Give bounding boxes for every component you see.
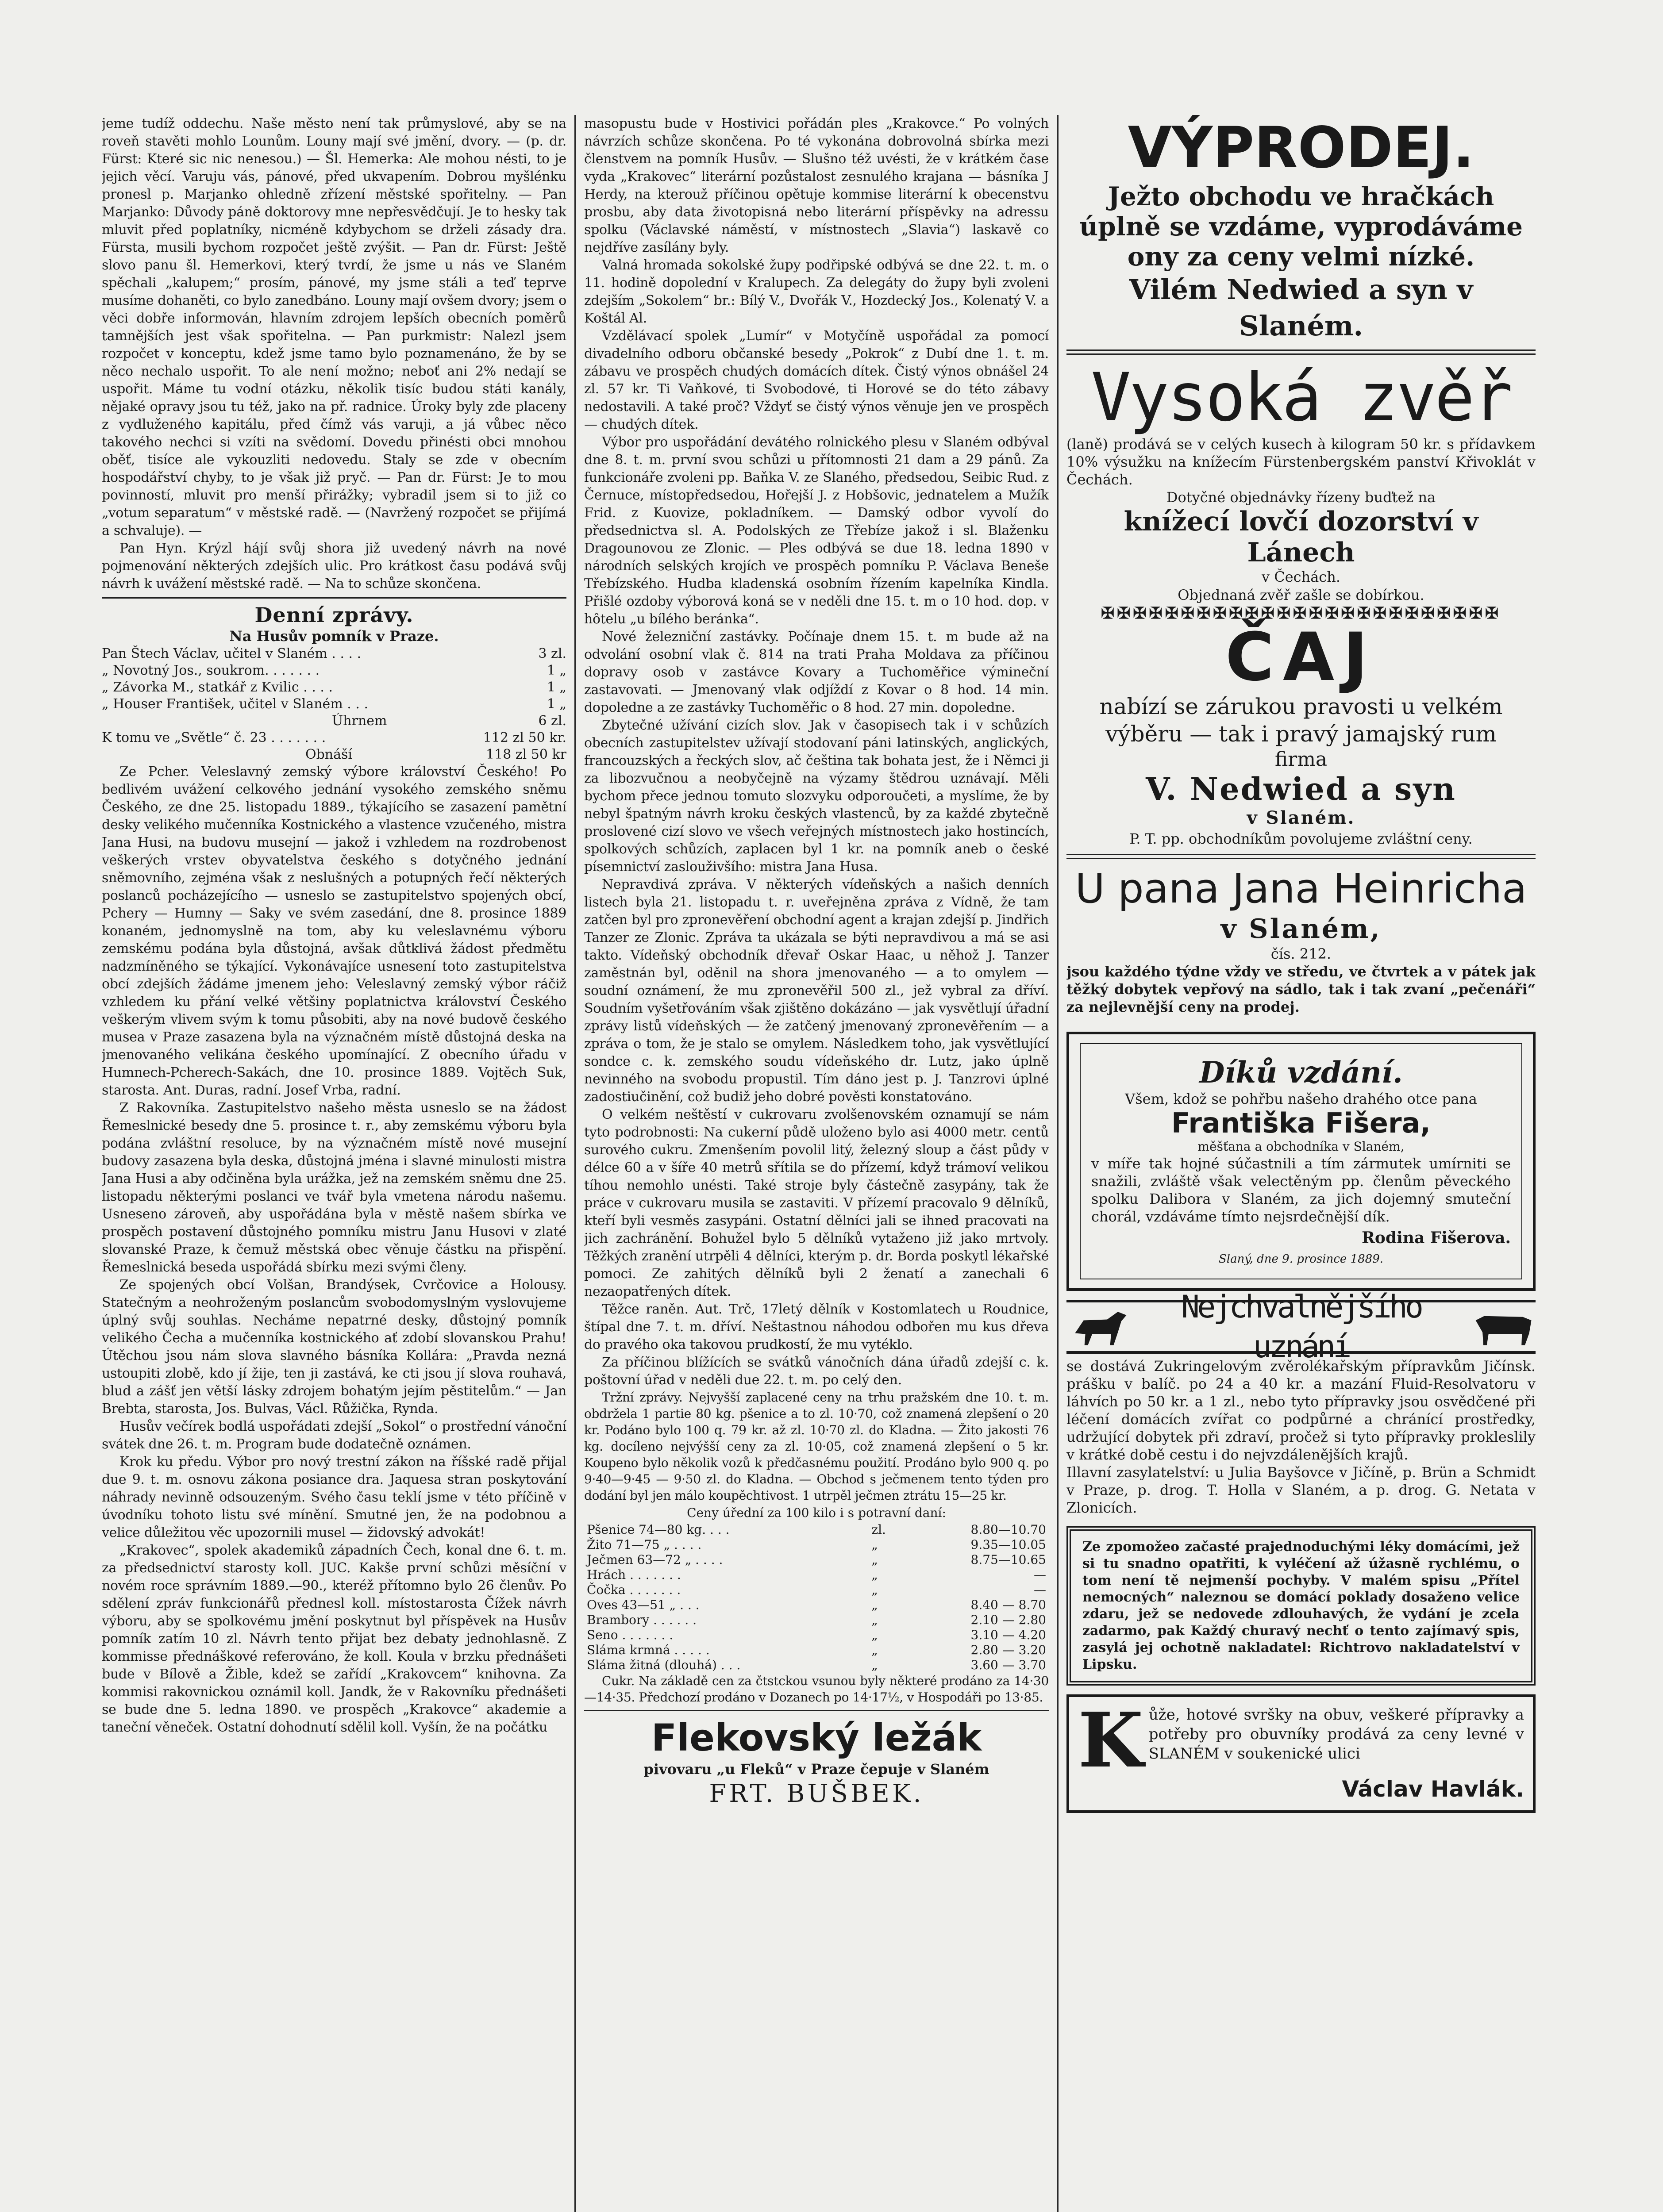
ad-town: v Slaném, bbox=[1220, 914, 1382, 945]
donation-total-row: Úhrnem 6 zl. bbox=[332, 713, 566, 729]
table-row: Brambory . . . . . . „ 2.10 — 2.80 bbox=[587, 1613, 1046, 1627]
ad-title: U pana Jana Heinricha bbox=[1075, 865, 1527, 912]
news-cukr: Cukr. Na základě cen za čtstckou vsunou byly některé prodáno za 14·30—14·35. Předchozí prodáno v Dozanech po 14·17½, v Hospodáři po 13·85. bbox=[584, 1674, 1049, 1705]
ad-name: V. Nedwied a syn bbox=[1146, 771, 1456, 807]
table-row: Ječmen 63—72 „ . . . . „ 8.75—10.65 bbox=[587, 1552, 1046, 1567]
ad-note: Objednaná zvěř zašle se dobírkou. bbox=[1178, 587, 1424, 603]
ad-title: Flekovský ležák bbox=[651, 1716, 982, 1759]
column-2 bbox=[584, 115, 1049, 2212]
cow-icon bbox=[1471, 1307, 1536, 1347]
donation-row: Pan Štech Václav, učitel v Slaném . . . . 3 zl. bbox=[102, 646, 566, 661]
donation-row: „ Houser František, učitel v Slaném . . . 1 „ bbox=[102, 696, 566, 712]
ad-title: Díků vzdání. bbox=[1199, 1055, 1403, 1090]
table-row: Pšenice 74—80 kg. . . . zl. 8.80—10.70 bbox=[587, 1522, 1046, 1537]
news-volsany: Ze spojených obcí Volšan, Brandýsek, Cvrčovice a Holousy. Statečným a neohroženým poslancům svobodomyslným vyslovujeme úplný svůj souhlas. Necháme nepatrné desky, důstojný pomník velikého Čecha a mučenníka kostnického ať zdobí slovanskou Prahu! Útěchou jsou nám slova slavného básníka Kollára: „Pravda nezná ustoupiti zlobě, kdo jí žije, ten ji zastává, ke cti jsou jí slova rouhavá, blud a zášť jen větší lásky zdrojem bohatým jejím pěstitelům.“ — Jan Brebta, starosta, Jos. Bulvas, Václ. Růžička, Rynda. bbox=[102, 1277, 566, 1417]
ad-kuze bbox=[1066, 1694, 1536, 1813]
ad-heinrich bbox=[1066, 864, 1536, 1016]
ad-name: FRT. BUŠBEK. bbox=[709, 1779, 924, 1808]
drop-cap: K bbox=[1078, 1696, 1143, 1785]
ad-vyprodej bbox=[1066, 115, 1536, 344]
ad-body: ůže, hotové svršky na obuv, veškeré přípravky a potřeby pro obuvníky prodává za ceny levné v SLANÉM v soukenické ulici bbox=[1148, 1706, 1524, 1763]
news-zastavky: Nové železniční zastávky. Počínaje dnem 15. t. m bude až na odvolání osobní vlak č. 814 na trati Praha Moldava za příčinou dopravy osob v zastávce Kovary a Tuchoměřice výmineční zastavovati. — Jmenovaný vlak odjíždí z Kovar o 8 hod. 14 min. dopoledne a ze zastávky Tuchoměřic o 8 hod. 27 min. dopoledne. bbox=[584, 629, 1049, 715]
news-posta: Za příčinou blížících se svátků vánočních dána úřadů zdejší c. k. poštovní úřad v neděli due 22. t. m. po celý den. bbox=[584, 1355, 1049, 1388]
divider bbox=[1066, 349, 1536, 355]
ad-town: v Slaném. bbox=[1247, 807, 1355, 828]
ad-body: jsou každého týdne vždy ve středu, ve čtvrtek a v pátek jak těžký dobytek vepřový na sádlo, tak i tak zvaní „pečenáři“ za nejlevnější ceny na prodej. bbox=[1066, 963, 1536, 1015]
ad-diky bbox=[1066, 1032, 1536, 1291]
table-row: Čočka . . . . . . . „ — bbox=[587, 1582, 1046, 1597]
ad-sign: Vilém Nedwied a syn v Slaném. bbox=[1129, 273, 1473, 342]
ad-sign: Rodina Fišerova. bbox=[1362, 1229, 1511, 1247]
council-debate-text: jeme tudíž oddechu. Naše město není tak průmyslové, aby se na roveň stavěti mohlo Lounům. Louny mají své jmění, dvory. — (p. dr. Fürst: Které sic nic nenesou.) — Šl. Hemerka: Ale mohou nésti, to je jejich věcí. Varuju vás, pánové, před ukvapením. Dobrou myšlénku pronesl p. Marjanko ohledně zřízení městské spořitelny. — Pan Marjanko: Důvody páně doktorovy mne nepřesvědčují. Je to hesky tak mluvit před poplatníky, nicméně kdybychom se drželi zásady dra. Fürsta, musili bychom rozpočet ještě zvýšit. — Pan dr. Fürst: Ještě slovo panu šl. Hemerkovi, který tvrdí, že jsme u nás ve Slaném spěchali „kalupem;“ prosím, pánové, my jsme stáli a teď teprve musíme dohaněti, co bylo zanedbáno. Louny mají ovšem dvory; jsem o věci dobře informován, hlavním zdrojem lepších obecních poměrů tamnějších jest však spořitelna. — Pan purkmistr: Nalezl jsem rozpočet v konceptu, kdež jsme tamo bylo poznamenáno, že by se něco nechalo uspořit. To ale není možno; neboť ani 2% nedají se uspořit. Máme tu vodní otázku, několik tisíc budou státi kanály, nějaké opravy jsou tu též, jako na př. radnice. Úroky byly zde placeny z vydluženého kapitálu, před čímž vás varuji, a já vůbec něco takového nechci si vzíti na svědomí. Dovedu přinésti obci mnohou oběť, tisíce ale vykouzliti nedovedu. Staly se zde v obecním hospodářství chyby, to je však již pryč. — Pan dr. Fürst: Je to mou povinností, mluvit pro menší přirážky; vybradil jsem si to již co „votum separatum“ v městské radě. — (Navržený rozpočet se přijímá a schvaluje). — bbox=[102, 116, 566, 538]
ad-office: knížecí lovčí dozorství v Lánech bbox=[1124, 506, 1478, 568]
ad-date: Slaný, dne 9. prosince 1889. bbox=[1218, 1252, 1384, 1266]
ad-body: v míře tak hojné súčastnili a tím zármutek umírniti se snažili, zvláště však velectěným pp. členům pěveckého spolku Dalibora v Slaném, za jich dojemný smuteční chorál, vzdáváme tímto nejsrdečnější dík. bbox=[1091, 1155, 1511, 1225]
ad-title: VÝPRODEJ. bbox=[1128, 115, 1474, 181]
news-ples: Výbor pro uspořádání devátého rolnického plesu v Slaném odbýval dne 8. t. m. první svou schůzi u přítomnosti 21 dam a 29 pánů. Za funkcionáře zvoleni pp. Baňka V. ze Slaného, předsedou, Seibic Rud. z Černuce, místopředsedou, Hořejší J. z Hobšovic, jednatelem a Mužík Frid. z Kuovize, pokladníkem. — Damský odbor vyvolí do předsednictva sl. A. Podolských ze Třebíze jakož i sl. Blaženku Dragounovou ze Zlonic. — Ples odbývá se due 18. ledna 1890 v národních selských krojích ve prospěch pomníku P. Václava Beneše Třebízského. Hudba kladenská osobním řízením kapelníka Kindla. Přišlé ozdoby výborová koná se v neděli dne 15. t. m o 10 hod. dop. v hôtelu „u bílého beránka“. bbox=[584, 434, 1049, 627]
news-ranen: Těžce raněn. Aut. Trč, 17letý dělník v Kostomlatech u Roudnice, štípal dne 7. t. m. dříví. Neštastnou náhodou odbořen mu kus dřeva do pravého oka takovou prudkostí, že mu vytéklo. bbox=[584, 1302, 1049, 1352]
ad-inner-frame bbox=[1080, 1043, 1522, 1279]
ad-office: v Čechách. bbox=[1262, 568, 1340, 585]
news-rakovnik: Z Rakovníka. Zastupitelstvo našeho města usneslo se na žádost Řemeslnické besedy dne 5. prosince t. r., aby zemskému výboru byla podána zvláštní resoluce, by na význačném místě nové musejní budovy zasazena byla deska, důstojná jména i slavné minulosti mistra Jana Husi a aby odčiněna byla urážka, jež na zemském sněmu dne 25. listopadu některými poslanci ve tvář byla vmetena národu našemu. Usneseno zároveň, aby uspořádána byla v městě našem sbírka ve prospěch postavení důstojného pomníku mistru Janu Husovi v zlaté slovanské Praze, k čemuž městská obec věnuje částku na přispění. Řemeslnická beseda uspořádá sbírku mezi svými členy. bbox=[102, 1100, 566, 1275]
prices-table bbox=[584, 1522, 1049, 1673]
ad-body: Dotyčné objednávky řízeny buďtež na bbox=[1166, 489, 1436, 506]
council-proposal-text: Pan Hyn. Krýzl hájí svůj shora již uvedený návrh na nové pojmenování některých zdejších ulic. Pro krátkost času podává svůj návrh k uvážení městské radě. — Na to schůze skončena. bbox=[102, 541, 566, 591]
news-krok: Krok ku předu. Výbor pro nový trestní zákon na říšské radě přijal due 9. t. m. osnovu zákona posiance dra. Jaquesa stran poskytování náhrady nevinně odsouzeným. Svého času teklí jsme v této příčině v úvodníku tohoto listu své mínění. Smutné jen, že na podobnou a velice důležitou věc upozornili musel — židovský advokát! bbox=[102, 1454, 566, 1540]
ad-pritel-nemocnych bbox=[1066, 1526, 1536, 1686]
news-nepravdiva: Nepravdivá zpráva. V některých vídeňských a našich denních listech byla 21. listopadu t. r. uveřejněna zpráva z Vídně, že tam zatčen byl pro zpronevěření obchodní agent a krajan zdejší p. Jindřich Tanzer ze Zlonic. Zpráva ta ukázala se býti nepravdivou a má se asi takto. Vídeňský obchodník dřevař Oskar Haac, u něhož J. Tanzer zaměstnán byl, oděnil na shora jmenovaného — a to omylem — soudní oznámení, že mu zpronevěřil 500 zl., jež vybral za dříví. Soudním vyšetřováním však zjištěno dokázáno — jak vysvětlují úřadní zprávy listů vídeňských — že zatčený jmenovaný zpronevěřením — a zpráva o tom, že je stalo se omylem. Následkem toho, jak vysvětlující sondce c. k. zemského soudu vídeňského dr. Lutz, jako úplně nevinného na svobodu propustil. Tím dáno jest p. J. Tanzrovi úplné zadostiučinění, což budiž jeho dobré pověsti konstatováno. bbox=[584, 877, 1049, 1105]
ad-uznani bbox=[1066, 1289, 1536, 1517]
divider bbox=[1066, 854, 1536, 859]
news-sokol: Valná hromada sokolské župy podřipské odbývá se dne 22. t. m. o 11. hodině dopolední v Kralupech. Za delegáty do župy byli zvoleni zdejším „Sokolem“ br.: Bílý V., Dvořák V., Hozdecký Jos., Kolenatý V. a Koštál Al. bbox=[584, 257, 1049, 326]
ad-role: měšťana a obchodníka v Slaném, bbox=[1197, 1139, 1405, 1154]
divider bbox=[584, 1710, 1049, 1711]
ad-number: čís. 212. bbox=[1270, 945, 1332, 962]
column-rule bbox=[574, 115, 576, 2212]
ad-body: (laně) prodává se v celých kusech à kilogram 50 kr. s přídavkem 10% výsužku na knížecím Fürstenbergském panství Křivoklát v Čechách. bbox=[1066, 436, 1536, 488]
donation-row: „ Závorka M., statkář z Kvilic . . . . 1 „ bbox=[102, 680, 566, 695]
column-rule bbox=[1057, 115, 1059, 2212]
ad-name: Václav Havlák. bbox=[1342, 1776, 1524, 1802]
column-1 bbox=[102, 115, 566, 2212]
ad-line: pivovaru „u Fleků“ v Praze čepuje v Slaném bbox=[643, 1761, 989, 1778]
news-trh: Tržní zprávy. Nejvyšší zaplacené ceny na trhu pražském dne 10. t. m. obdržela 1 partie 80 kg. pšenice a to zl. 10·70, což znamená zlepšení o 20 kr. Podáno bylo 100 q. 79 kr. až zl. 10·70 zl. do Kladna. — Žito jakosti 76 kg. docíleno nejvýšší ceny za zl. 10·05, což znamená zlepšení o 5 kr. Koupeno bylo několik vozů k předčasnému použití. Prodáno bylo 900 q. po 9·40—9·45 — 9·50 zl. do Kladna. — Obchod s ječmenem tento týden pro dodání byl jen málo koupěchtivost. 1 utrpěl ječmen ztrátu 15—25 kr. bbox=[584, 1390, 1049, 1503]
ad-body: se dostává Zukringelovým zvěrolékařským přípravkům Jičínsk. prášku v balíč. po 24 a 40 kr. a mazání Fluid-Resolvatoru v láhvích po 50 kr. a 1 zl., nebo tyto přípravky jsou osvědčené při léčení domácích zvířat co podpůrné a chránící prostředky, udržující dobytek při zdraví, pročež si tyto přípravky prokleslily v krátké době cestu i do nejvzdálenějších krajů. bbox=[1066, 1358, 1536, 1463]
ad-body: Ze zpomožeo začasté prajednoduchými léky domácími, jež si tu snadno opatřiti, k vyléčení až úžasně rychlému, o tom není tě nejmenší pochyby. V malém spisu „Přítel nemocných“ naleznou se domácí poklady dosaženo velice zdaru, jež se nedovede zdlouhavých, že vydání je zcela zadarmo, pak Každý churavý nechť o tento zajímavý spis, zasylá jej ochotně nakladatel: Richtrovo nakladatelství v Lipsku. bbox=[1082, 1539, 1520, 1672]
table-row: Sláma krmná . . . . . „ 2.80 — 3.20 bbox=[587, 1643, 1046, 1657]
ad-name: Františka Fišera, bbox=[1171, 1107, 1431, 1139]
ad-body: firma bbox=[1274, 748, 1328, 771]
ad-caj bbox=[1066, 619, 1536, 849]
donation-row: K tomu ve „Světle“ č. 23 . . . . . . . 112 zl 50 kr. bbox=[102, 730, 566, 745]
news-cukrovar: O velkém neštěstí v cukrovaru zvolšenovském oznamují se nám tyto podrobnosti: Na cukerní půdě uloženo bylo asi 4000 metr. centů surového cukru. Zmenšením povolil litý, železný sloup a část půdy v délce 60 a v šíře 40 metrů sřítila se do přízemí, když trámoví velikou tíhou nemohlo unésti. Také stroje byly částečně zasypány, tak že práce v cukrovaru musila se zastaviti. V přízemí pracovalo 9 dělníků, kteří byli vesměs zasypáni. Ostatní dělníci jali se ihned pracovati na jich zachránění. Bohužel bylo 5 dělníků vytaženo již jako mrtvoly. Těžkých zranění utrpěli 4 dělníci, kterým p. dr. Borda poskytl lékařské pomoci. Ze zahitých dělníků byli 2 ženatí a zanechali 6 nezaopatřených dítek. bbox=[584, 1107, 1049, 1299]
donation-total-row: Obnáší 118 zl 50 kr bbox=[305, 747, 566, 762]
horse-icon bbox=[1066, 1307, 1131, 1347]
news-krakovec: „Krakovec“, spolek akademiků západních Čech, konal dne 6. t. m. za předsednictví starosty koll. JUC. Kakše první schůzi měsíční v novém roce správním 1889.—90., kteréž přítomno bylo 26 členův. Po sdělení zpráv funkcionářů přednesl koll. místostarosta Čížek návrh výboru, aby se spolkovému jmění poskytnut byl příspěvek na Husův pomník zatím 10 zl. Návrh tento přijat bez debaty jednohlasně. Z kommisse přednáškové referováno, že koll. Koula v brzku přednášeti bude v Bílově a Žible, kdež se zařídí „Krakovcem“ knihovna. Za kommisi rakovnickou oznámil koll. Jandk, že v Rakovníku přednášeti se bude dne 5. ledna 1890. ve prospěch „Krakovce“ akademie a taneční věneček. Ostatní dohodnutí sdělil koll. Vyšín, že na počátku bbox=[102, 1543, 566, 1735]
table-row: Žito 71—75 „ . . . . „ 9.35—10.05 bbox=[587, 1537, 1046, 1552]
table-row: Seno . . . . . . . „ 3.10 — 4.20 bbox=[587, 1628, 1046, 1642]
news-cizi-slova: Zbytečné užívání cizích slov. Jak v časopisech tak i v schůzích obecních zastupitelstev užívají stodovaní páni latinských, anglických, francouzských a řeckých slov, ač čeština tak bohata jest, že i Němci ji za libozvučnou a neobyčejně na výzamy štědrou uznávají. Měli bychom přece jednou tomuto slozvyku odporoučeti, a myslíme, že by nebyl špatným návrh kroku českých vlastenců, by za každé zbytečně proslovené cizí slovo ve všech veřejných místnostech jako hostincích, spolkových schůzích, zaplacen byl 1 kr. na pomník aneb o české písemnictví zaslouživšího: mistra Jana Husa. bbox=[584, 718, 1049, 875]
section-title: Denní zprávy. bbox=[254, 603, 414, 627]
news-lumir: Vzdělávací spolek „Lumír“ v Motyčíně uspořádal za pomocí divadelního odboru občanské besedy „Pokrok“ z Dubí dne 1. t. m. zábavu ve prospěch chudých domácích dítek. Čistý výnos obnášel 24 zl. 57 kr. Ti Vaňkové, ti Svobodové, ti Horové se do této zábavy nedostavili. A také proč? Vždyť se čistý výnos věnuje jen ve prospěch — chudých dítek. bbox=[584, 328, 1049, 432]
donation-heading: Na Husův pomník v Praze. bbox=[229, 628, 439, 645]
donation-row: „ Novotný Jos., soukrom. . . . . . . 1 „ bbox=[102, 663, 566, 678]
donation-list bbox=[102, 645, 566, 763]
table-row: Sláma žitná (dlouhá) . . . „ 3.60 — 3.70 bbox=[587, 1658, 1046, 1672]
table-row: Hrách . . . . . . . „ — bbox=[587, 1567, 1046, 1582]
ad-body: Všem, kdož se pohřbu našeho drahého otce pana bbox=[1125, 1091, 1477, 1107]
news-krakovec-cont: masopustu bude v Hostivici pořádán ples „Krakovce.“ Po volných návrzích schůze skončena. Po té vykonána dobrovolná sbírka mezi členstvem na pomník Husův. — Slušno též uvésti, že v krátkém čase vyda „Krakovec“ literární pozůstalost zesnulého krajana — básníka J Herdy, na kterouž příčinou opětuje kommise literární k obecenstvu prosbu, aby data životopisná nebo literární příspěvky na adressu spolku (Václavské náměstí, v místnostech „Slavia“) laskavě co nejdříve zasílány byly. bbox=[584, 116, 1049, 255]
column-3 bbox=[1066, 115, 1536, 2212]
ad-title: Nejchvalnějšího uznání bbox=[1181, 1289, 1421, 1365]
ad-title: ČAJ bbox=[1225, 619, 1377, 696]
ad-sklad: Illavní zasylatelství: u Julia Bayšovce v Jičíně, p. Brün a Schmidt v Praze, p. drog. T. Holla v Slaném, a p. drog. G. Netata v Zlonicích. bbox=[1066, 1464, 1536, 1516]
divider bbox=[102, 597, 566, 599]
ad-vysoka-zver bbox=[1066, 360, 1536, 604]
news-pchery: Ze Pcher. Veleslavný zemský výbore království Českého! Po bedlivém uvážení celkového jednání vysokého zemského sněmu Českého, ze dne 25. listopadu 1889., týkajícího se zasazení pamětní desky velikého mučenníka Kostnického a vlastence vzučeného, mistra Jana Husi, na budovu musejní — jakož i vzhledem na rozdrobenost veškerých vrstev obyvatelstva českého s dotyčného jednání sněmovního, zejména však z neslušných a potupných řečí některých poslanců pocházejícího — usneslo se zastupitelstvo spojených obcí, Pchery — Humny — Saky ve svém zasedání, dne 8. prosince 1889 konaném, jednomyslně na tom, aby ku veleslavnému výboru zemskému podána byla důstojná, avšak důtklivá žádost předmětu nadzmíněného se týkající. Vykonávajíce usnesení toto zastupitelstva obcí zdejších žádáme jmenem jeho: Veleslavný zemský výbor ráčiž vzhledem ku přání velké většiny poplatnictva království Českého veškerým vlivem svým k tomu působiti, aby na nové budově českého musea v Praze zasazena byla na význačném místě důstojná deska na jmenovaného velikána českého upomínající. Z obecního úřadu v Humnech-Pcherech-Sakách, dne 10. prosince 1889. Vojtěch Suk, starosta. Ant. Duras, radní. Josef Vrba, radní. bbox=[102, 764, 566, 1098]
ad-flekovsky bbox=[584, 1716, 1049, 1809]
prices-heading: Ceny úřední za 100 kilo i s potravní daní: bbox=[687, 1505, 946, 1520]
ad-body: nabízí se zárukou pravosti u velkém výběru — tak i pravý jamajský rum bbox=[1099, 694, 1503, 747]
ad-body: Ježto obchodu ve hračkách úplně se vzdáme, vyprodáváme ony za ceny velmi nízké. bbox=[1079, 181, 1523, 272]
ad-title: Vysoká zvěř bbox=[1091, 359, 1511, 436]
ornament-border: ✠✠✠✠✠✠✠✠✠✠✠✠✠✠✠✠✠✠✠✠✠✠✠✠✠ bbox=[1101, 604, 1501, 622]
ad-note: P. T. pp. obchodníkům povolujeme zvláštní ceny. bbox=[1129, 830, 1473, 847]
table-row: Oves 43—51 „ . . . „ 8.40 — 8.70 bbox=[587, 1598, 1046, 1612]
news-hus-evening: Husův večírek bodlá uspořádati zdejší „Sokol“ o prostřední vánoční svátek dne 26. t. m. Program bude dodatečně oznámen. bbox=[102, 1419, 566, 1452]
